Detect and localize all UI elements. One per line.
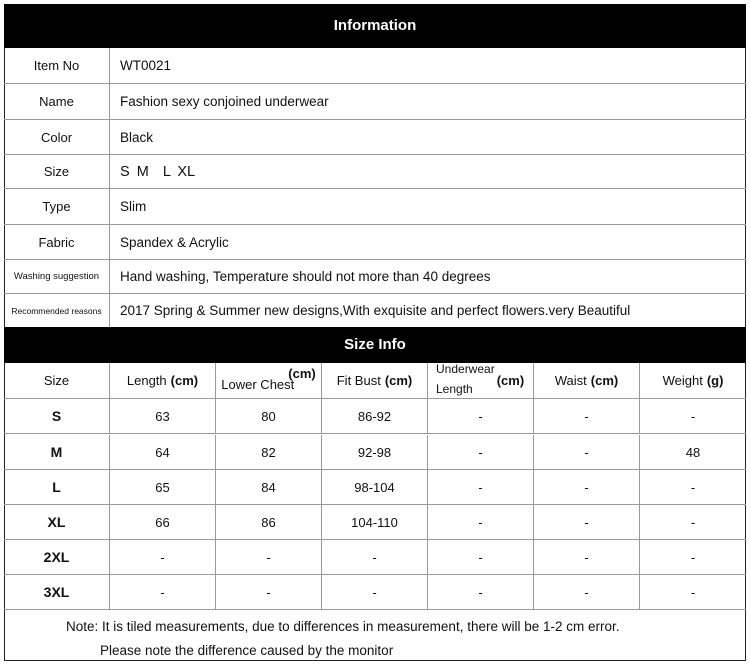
info-label: Size <box>4 155 110 188</box>
size-value-cell: - <box>428 435 534 470</box>
size-value-cell: 64 <box>110 435 216 470</box>
header-unit: (cm) <box>496 373 525 388</box>
size-value-cell: 84 <box>216 470 322 505</box>
information-title: Information <box>333 17 417 34</box>
header-unit: (cm) <box>170 373 199 388</box>
col-header-waist <box>534 363 640 399</box>
info-value: 2017 Spring & Summer new designs,With exquisite and perfect flowers.very Beautiful <box>120 303 631 318</box>
size-value-cell: - <box>534 435 640 470</box>
size-value-cell: 63 <box>110 399 216 434</box>
header-text: Waist <box>554 373 587 388</box>
size-value-cell: - <box>640 505 746 540</box>
size-value-cell: - <box>110 540 216 575</box>
info-row-recommended <box>4 294 746 327</box>
note-line-1: Note: It is tiled measurements, due to differences in measurement, there will be 1-2 cm error. <box>66 619 620 634</box>
header-text: Weight <box>662 373 703 388</box>
info-row-type <box>4 189 746 225</box>
size-value-cell: - <box>216 575 322 610</box>
size-value-cell: - <box>110 575 216 610</box>
info-label: Color <box>4 120 110 154</box>
header-unit: (cm) <box>288 366 316 381</box>
size-value-cell: 80 <box>216 399 322 434</box>
col-header-lower-chest <box>216 363 322 399</box>
info-row-washing <box>4 260 746 294</box>
info-value: Spandex & Acrylic <box>120 234 229 250</box>
info-label: Type <box>4 189 110 224</box>
size-value-cell: 48 <box>640 435 746 470</box>
size-value-cell: - <box>322 575 428 610</box>
info-label: Washing suggestion <box>4 260 110 293</box>
size-value-cell: - <box>216 540 322 575</box>
info-value: Black <box>120 129 154 145</box>
info-label: Fabric <box>4 225 110 259</box>
header-text: Lower Chest <box>221 377 295 392</box>
size-value-cell: 98-104 <box>322 470 428 505</box>
info-label: Recommended reasons <box>4 294 110 327</box>
size-label-cell: M <box>4 435 110 470</box>
info-value: Fashion sexy conjoined underwear <box>120 94 329 109</box>
size-label-cell: XL <box>4 505 110 540</box>
size-value-cell: - <box>640 470 746 505</box>
header-unit: (g) <box>706 373 724 388</box>
size-value-cell: - <box>428 575 534 610</box>
info-row-size <box>4 155 746 189</box>
size-value-cell: - <box>534 470 640 505</box>
size-value-cell: - <box>428 540 534 575</box>
info-label: Item No <box>4 48 110 83</box>
size-info-title: Size Info <box>344 336 406 353</box>
info-label: Name <box>4 84 110 119</box>
size-value-cell: 86-92 <box>322 399 428 434</box>
size-value-cell: 66 <box>110 505 216 540</box>
note-line-2: Please note the difference caused by the monitor <box>100 643 394 658</box>
size-value-cell: - <box>640 540 746 575</box>
size-label-cell: S <box>4 399 110 434</box>
size-value-cell: - <box>534 575 640 610</box>
info-row-name <box>4 84 746 120</box>
info-value: Hand washing, Temperature should not more than 40 degrees <box>120 269 491 284</box>
info-row-item-no <box>4 48 746 84</box>
size-value-cell: - <box>640 399 746 434</box>
size-label-cell: L <box>4 470 110 505</box>
header-text: Length <box>436 381 473 396</box>
size-info-header <box>4 327 746 363</box>
size-value-cell: - <box>534 505 640 540</box>
col-header-length <box>110 363 216 399</box>
header-text: Size <box>43 373 70 388</box>
information-header <box>4 4 746 48</box>
header-text: Underwear <box>436 361 495 376</box>
size-value-cell: - <box>428 470 534 505</box>
header-text: Length <box>126 373 167 388</box>
header-unit: (cm) <box>384 373 413 388</box>
info-row-color <box>4 120 746 155</box>
info-value: Slim <box>120 199 147 214</box>
size-label-cell: 3XL <box>4 575 110 610</box>
size-value-cell: - <box>534 399 640 434</box>
size-value-cell: - <box>428 399 534 434</box>
size-value-cell: - <box>534 540 640 575</box>
size-value-cell: - <box>428 505 534 540</box>
col-header-underwear-length <box>428 363 534 399</box>
size-value-cell: 82 <box>216 435 322 470</box>
header-unit: (cm) <box>590 373 619 388</box>
col-header-size <box>4 363 110 399</box>
size-value-cell: 65 <box>110 470 216 505</box>
col-header-fit-bust <box>322 363 428 399</box>
size-label-cell: 2XL <box>4 540 110 575</box>
info-row-fabric <box>4 225 746 260</box>
size-value-cell: 92-98 <box>322 435 428 470</box>
size-value-cell: 86 <box>216 505 322 540</box>
info-value: S M L XL <box>120 163 196 180</box>
info-value: WT0021 <box>120 58 172 73</box>
header-text: Fit Bust <box>336 373 381 388</box>
size-value-cell: 104-110 <box>322 505 428 540</box>
size-value-cell: - <box>322 540 428 575</box>
col-header-weight <box>640 363 746 399</box>
size-value-cell: - <box>640 575 746 610</box>
